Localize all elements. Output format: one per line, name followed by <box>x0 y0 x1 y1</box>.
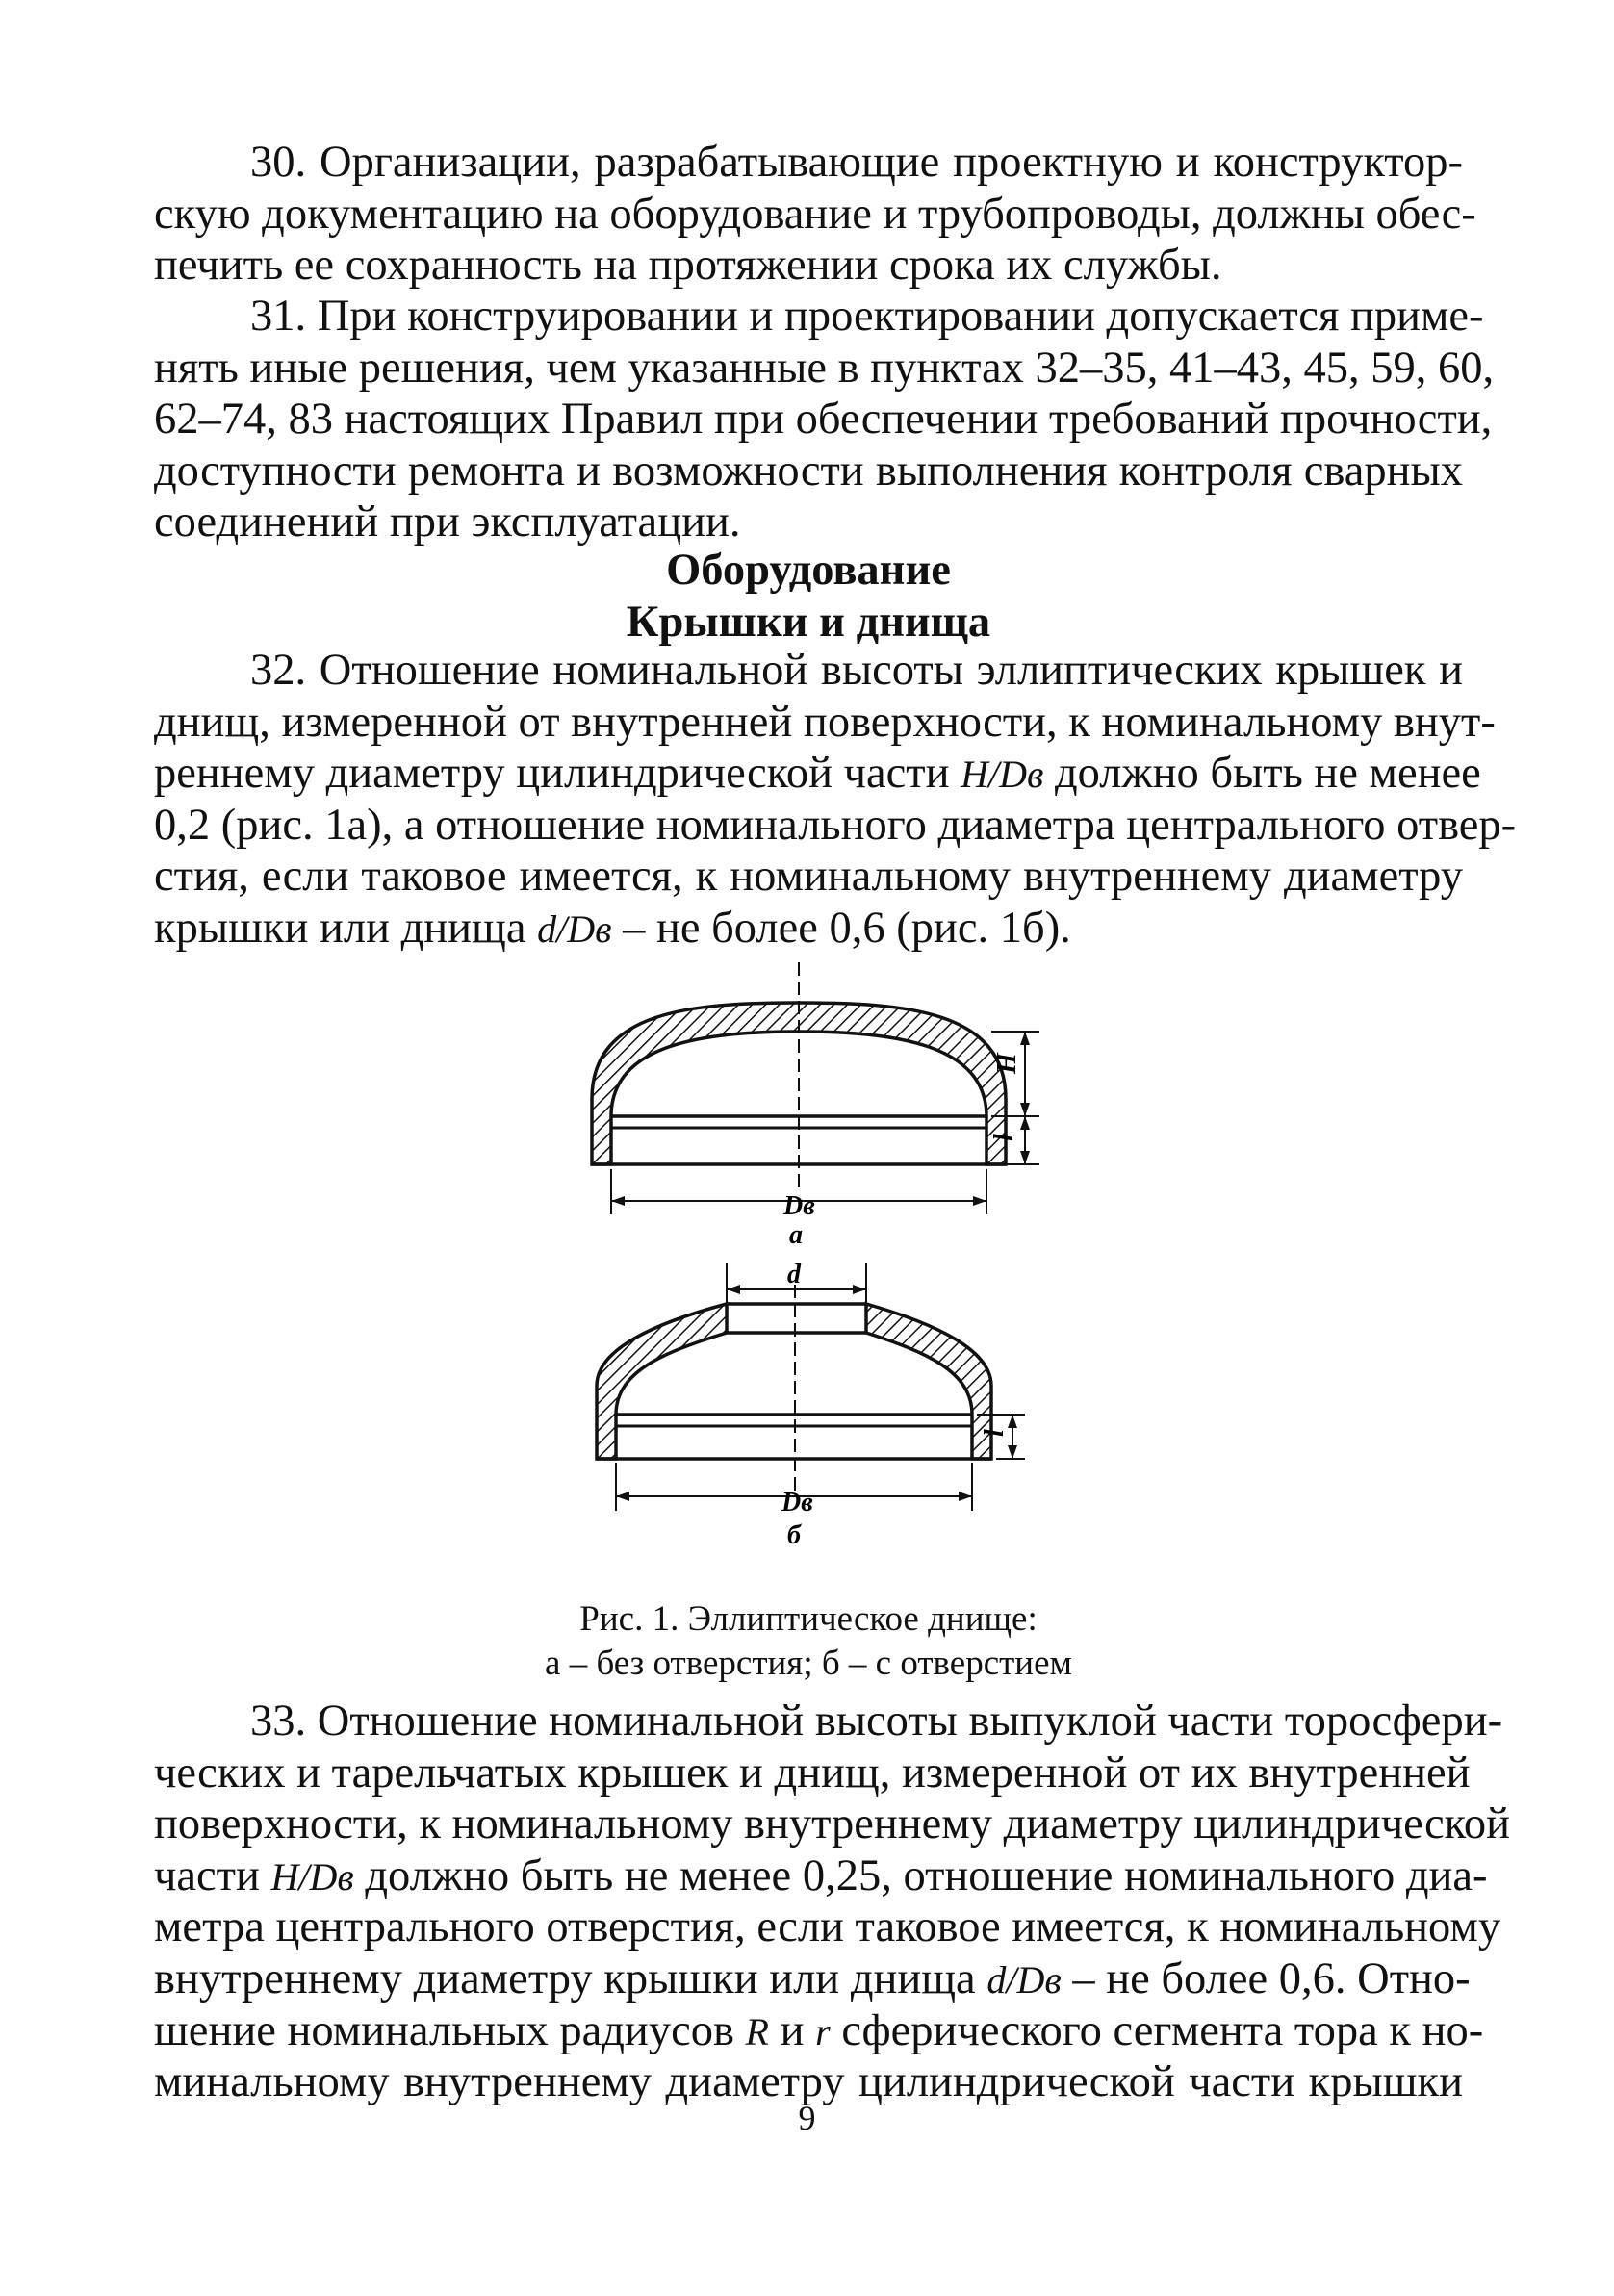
label-d-a: Dв <box>783 1191 815 1221</box>
label-d-small: d <box>787 1260 801 1289</box>
drawing-b <box>597 1260 1025 1550</box>
formula-h-over-d: H/Dв <box>270 1854 354 1899</box>
drawing-a <box>592 962 1039 1250</box>
text-line: 30. Организации, разрабатывающие проектную и конструктор- <box>250 138 1463 187</box>
label-h: H <box>992 1053 1022 1074</box>
text-fragment: сферического сегмента тора к но- <box>841 2005 1484 2055</box>
label-l-b: l <box>980 1429 1010 1437</box>
formula-d-over-d: d/Dв <box>537 906 612 951</box>
text-line: метра центрального отверстия, если таковое имеется, к номинальному <box>154 1902 1501 1952</box>
text-line: соединений при эксплуатации. <box>154 497 741 548</box>
text-fragment: реннему диаметру цилиндрической части <box>154 749 950 799</box>
page-number: 9 <box>798 2099 816 2137</box>
text-line: нять иные решения, чем указанные в пунктах 32–35, 41–43, 45, 59, 60, <box>154 343 1495 393</box>
shell-hatched-b <box>597 1304 727 1459</box>
text-line: днищ, измеренной от внутренней поверхности, к номинальному внут- <box>154 697 1496 747</box>
text-fragment: внутреннему диаметру крышки или днища <box>154 1953 976 2003</box>
text-line: 0,2 (рис. 1а), а отношение номинального диаметра центрального отвер- <box>154 800 1517 850</box>
variable-r-small: r <box>815 2009 831 2054</box>
text-fragment: крышки или днища <box>154 903 526 953</box>
sublabel-b: б <box>787 1520 801 1550</box>
text-line: 62–74, 83 настоящих Правил при обеспечении требований прочности, <box>154 395 1493 445</box>
text-line: ческих и тарельчатых крышек и днищ, измеренной от их внутренней <box>154 1748 1471 1798</box>
formula-d-over-d: d/Dв <box>986 1957 1062 2002</box>
label-l-a: l <box>989 1134 1019 1141</box>
text-line: доступности ремонта и возможности выполнения контроля сварных <box>154 446 1463 496</box>
text-line: печить ее сохранность на протяжении срока их службы. <box>154 241 1222 291</box>
text-fragment: и <box>780 2005 805 2055</box>
text-fragment: должно быть не менее <box>1054 749 1481 799</box>
text-line: поверхности, к номинальному внутреннему диаметру цилиндрической <box>154 1799 1510 1850</box>
subsection-heading: Крышки и днища <box>626 598 991 647</box>
variable-r-big: R <box>745 2009 769 2054</box>
sublabel-a: а <box>789 1220 803 1250</box>
text-line <box>154 1953 1471 2005</box>
text-line: скую документацию на оборудование и трубопроводы, должны обес- <box>154 189 1476 239</box>
text-line: 32. Отношение номинальной высоты эллиптических крышек и <box>250 646 1463 695</box>
shell-hatched-b-right <box>866 1304 991 1459</box>
paragraph-33 <box>154 1696 1510 2108</box>
figure-caption-title: Рис. 1. Эллиптическое днище: <box>579 1599 1038 1639</box>
label-d-b: Dв <box>781 1488 813 1518</box>
text-line: стия, если таковое имеется, к номинальному внутреннему диаметру <box>154 852 1463 902</box>
text-fragment: части <box>154 1850 260 1901</box>
text-line <box>154 1850 1488 1902</box>
text-line: минальному внутреннему диаметру цилиндрической части крышки <box>154 2057 1463 2107</box>
text-fragment: – не более 0,6 (рис. 1б). <box>623 903 1071 953</box>
text-line <box>154 2005 1484 2057</box>
formula-h-over-d: H/Dв <box>961 753 1044 797</box>
text-line: 31. При конструировании и проектировании допускается приме- <box>250 292 1484 341</box>
text-fragment: должно быть не менее 0,25, отношение номинального диа- <box>365 1850 1488 1901</box>
figure-caption-legend: а – без отверстия; б – с отверстием <box>545 1644 1072 1683</box>
text-fragment: шение номинальных радиусов <box>154 2005 734 2055</box>
text-line: 33. Отношение номинальной высоты выпуклой части торосфери- <box>250 1696 1503 1746</box>
text-fragment: – не более 0,6. Отно- <box>1072 1953 1471 2003</box>
section-heading: Оборудование <box>666 546 951 595</box>
